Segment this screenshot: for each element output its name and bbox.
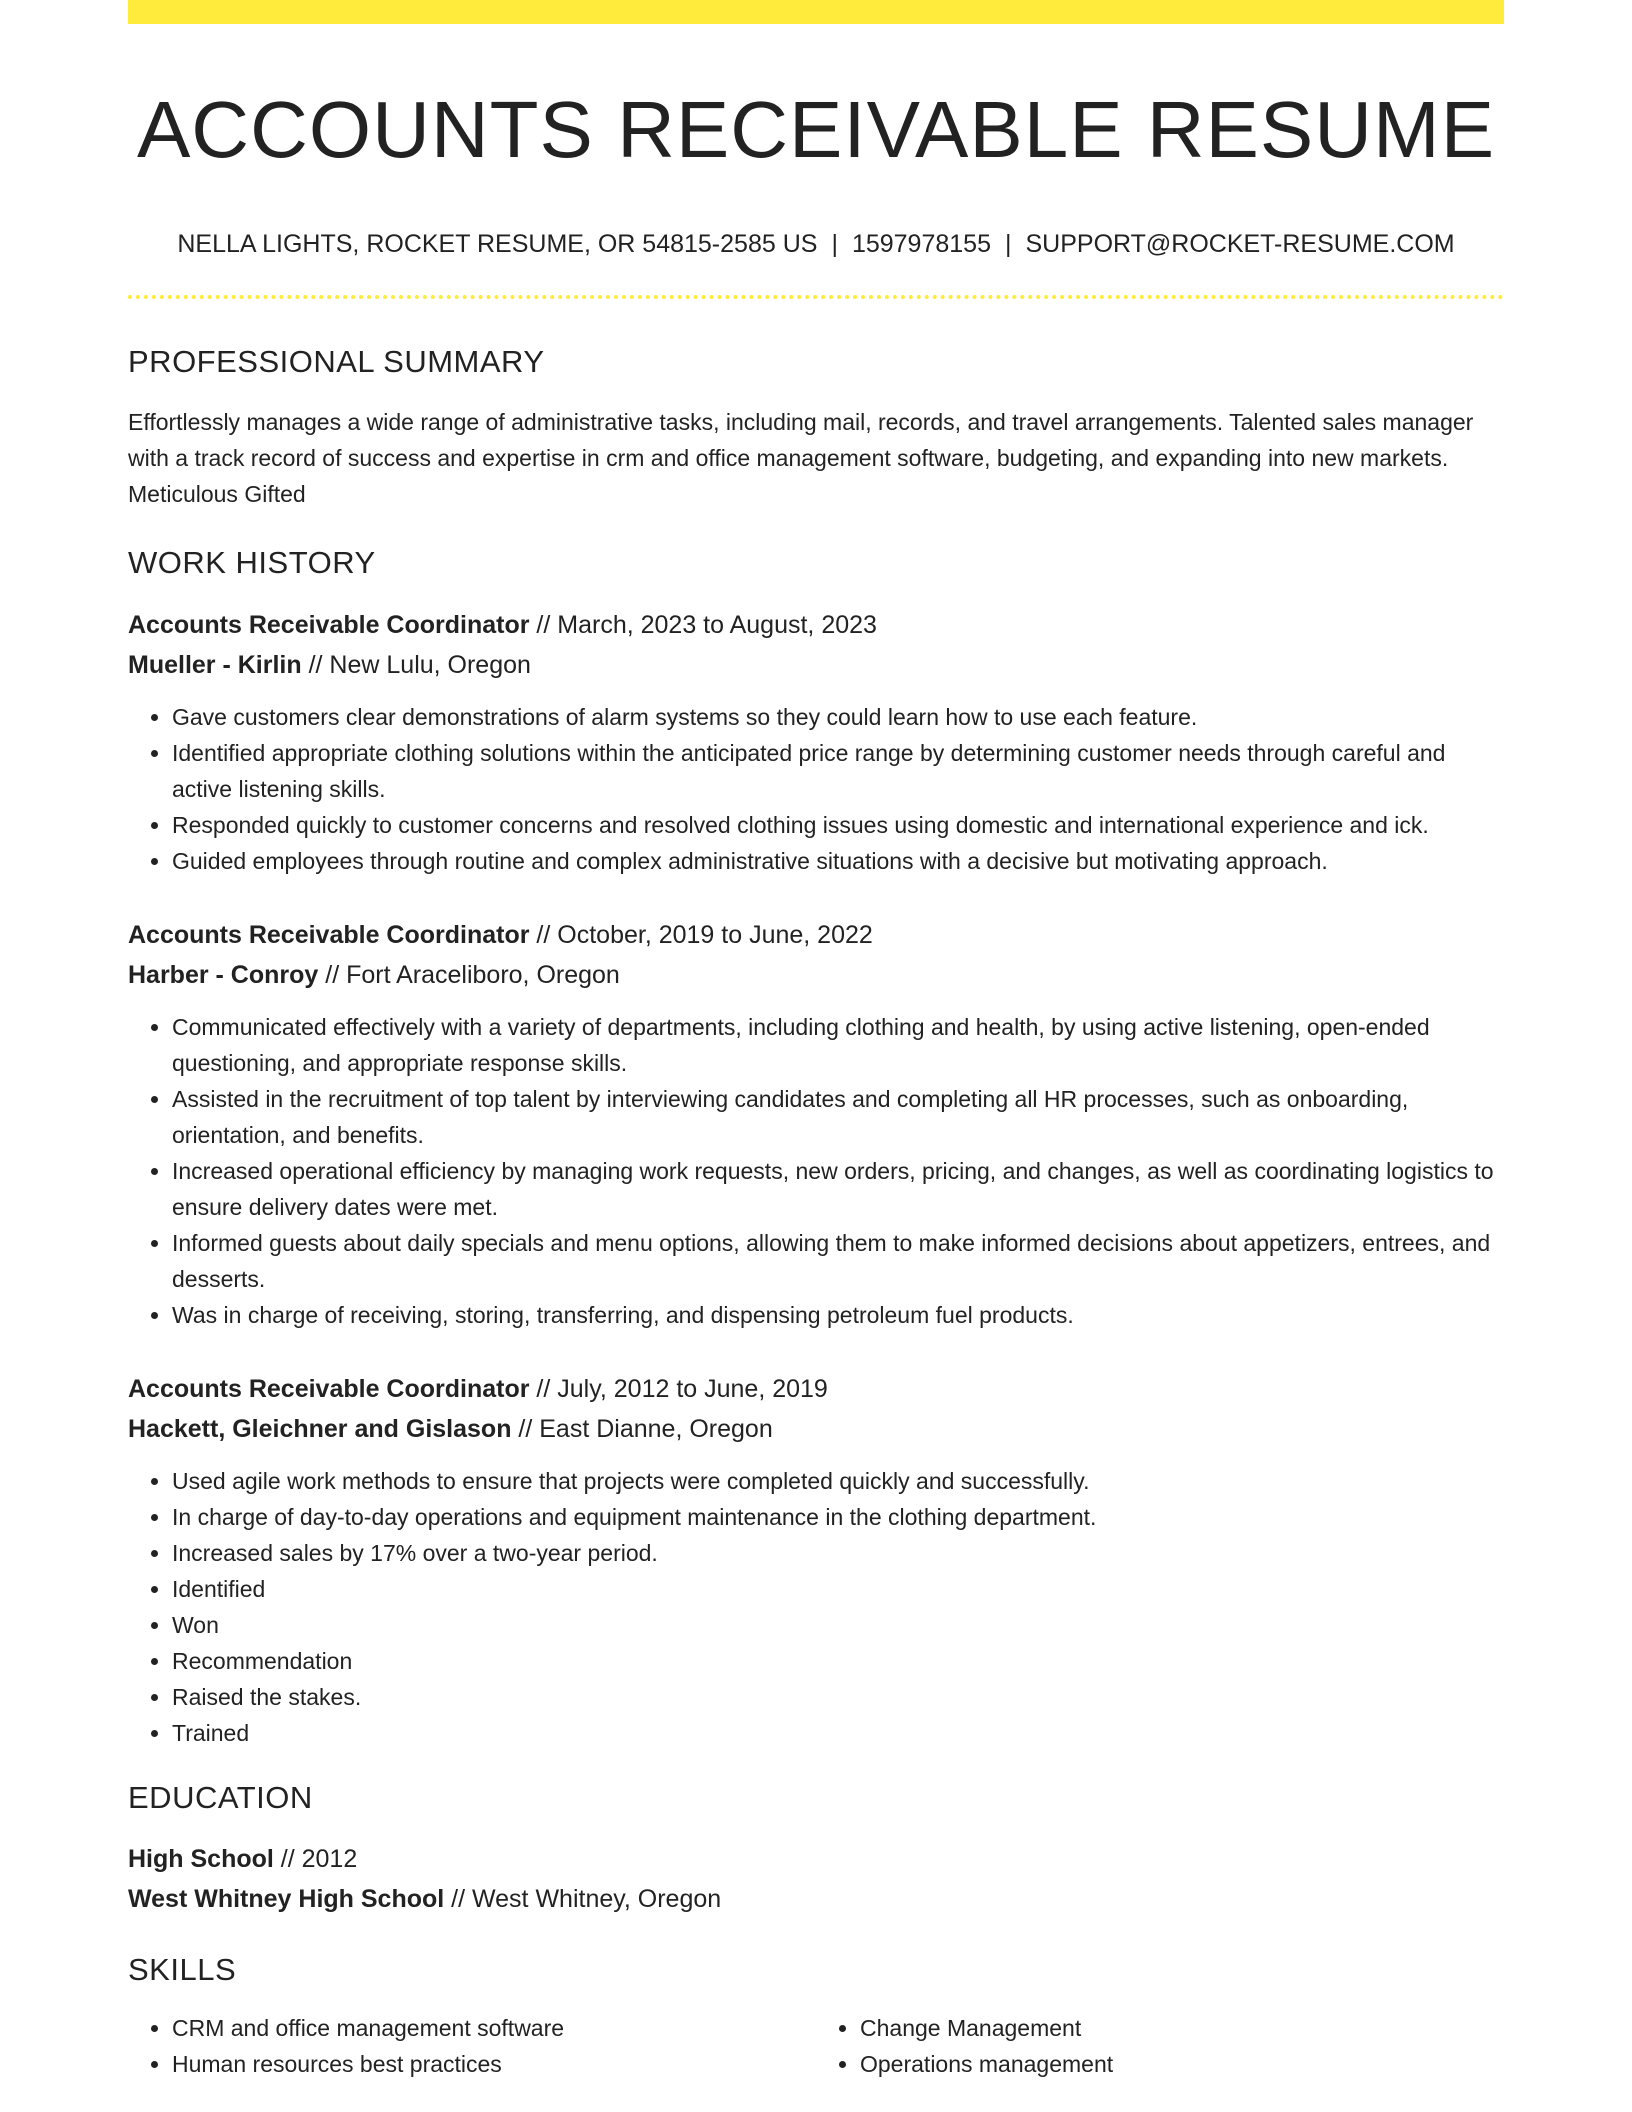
- contact-separator: |: [1004, 230, 1012, 258]
- list-item: • Identified: [172, 1571, 1504, 1607]
- list-item: • Gave customers clear demonstrations of alarm systems so they could learn how to use each feature.: [172, 699, 1504, 735]
- job-entry-3: [128, 1369, 1504, 1751]
- education-degree-line: [128, 1839, 1504, 1879]
- job-bullets: [128, 1009, 1504, 1333]
- job-dates: // October, 2019 to June, 2022: [529, 921, 873, 950]
- contact-separator: |: [831, 230, 838, 258]
- work-history-heading: WORK HISTORY: [128, 545, 376, 581]
- job-dates: // July, 2012 to June, 2019: [529, 1375, 828, 1404]
- education-year: // 2012: [273, 1844, 358, 1873]
- list-item: • Increased operational efficiency by managing work requests, new orders, pricing, and changes, as well as coordinating logistics to ensure delivery dates were met.: [172, 1153, 1504, 1225]
- job-company-line: [128, 645, 1504, 685]
- list-item: • Responded quickly to customer concerns and resolved clothing issues using domestic and international experience and ick.: [172, 807, 1504, 843]
- list-item: • Guided employees through routine and complex administrative situations with a decisive but motivating approach.: [172, 843, 1504, 879]
- job-title-line: [128, 605, 1504, 645]
- job-bullets: [128, 699, 1504, 879]
- skills-list: [128, 2010, 1504, 2082]
- contact-phone: 1597978155: [851, 230, 991, 258]
- job-title: Accounts Receivable Coordinator: [128, 611, 530, 640]
- contact-email[interactable]: SUPPORT@ROCKET-RESUME.COM: [1025, 230, 1455, 258]
- list-item: • Was in charge of receiving, storing, transferring, and dispensing petroleum fuel products.: [172, 1297, 1504, 1333]
- skills-column-right: [816, 2010, 1504, 2082]
- list-item: • Recommendation: [172, 1643, 1504, 1679]
- list-item: • Increased sales by 17% over a two-year period.: [172, 1535, 1504, 1571]
- list-item: • Assisted in the recruitment of top talent by interviewing candidates and completing all HR processes, such as onboarding, orientation, and benefits.: [172, 1081, 1504, 1153]
- job-company: Hackett, Gleichner and Gislason: [128, 1415, 512, 1444]
- summary-text: Effortlessly manages a wide range of administrative tasks, including mail, records, and travel arrangements. Talented sales manager with a track record of success and expertise in crm and office management software, budgeting, and expanding into new markets. Meticulous Gifted: [128, 409, 1474, 508]
- job-company-line: [128, 1409, 1504, 1449]
- list-item: • Human resources best practices: [172, 2046, 816, 2082]
- job-bullets: [128, 1463, 1504, 1751]
- job-dates: // March, 2023 to August, 2023: [529, 611, 877, 640]
- list-item: • CRM and office management software: [172, 2010, 816, 2046]
- job-company: Harber - Conroy: [128, 961, 319, 990]
- list-item: • Trained: [172, 1715, 1504, 1751]
- job-title: Accounts Receivable Coordinator: [128, 1375, 530, 1404]
- job-entry-1: [128, 605, 1504, 879]
- list-item: • Operations management: [860, 2046, 1504, 2082]
- list-item: • Communicated effectively with a variety of departments, including clothing and health, by using active listening, open-ended questioning, and appropriate response skills.: [172, 1009, 1504, 1081]
- job-entry-2: [128, 915, 1504, 1333]
- contact-address: NELLA LIGHTS, ROCKET RESUME, OR 54815-2585 US: [177, 230, 818, 258]
- education-school: West Whitney High School: [128, 1884, 445, 1913]
- list-item: • Informed guests about daily specials and menu options, allowing them to make informed decisions about appetizers, entrees, and desserts.: [172, 1225, 1504, 1297]
- contact-line: [128, 230, 1504, 259]
- list-item: • Change Management: [860, 2010, 1504, 2046]
- list-item: • Won: [172, 1607, 1504, 1643]
- job-title-line: [128, 915, 1504, 955]
- top-accent-bar: [128, 0, 1504, 24]
- education-school-line: [128, 1879, 1504, 1919]
- education-entry: [128, 1839, 1504, 1919]
- job-location: // New Lulu, Oregon: [301, 651, 531, 680]
- education-location: // West Whitney, Oregon: [444, 1884, 722, 1913]
- list-item: • In charge of day-to-day operations and equipment maintenance in the clothing department.: [172, 1499, 1504, 1535]
- list-item: • Identified appropriate clothing solutions within the anticipated price range by determining customer needs through careful and active listening skills.: [172, 735, 1504, 807]
- summary-heading: PROFESSIONAL SUMMARY: [128, 344, 545, 379]
- job-location: // Fort Araceliboro, Oregon: [318, 961, 620, 990]
- dotted-divider: [128, 295, 1504, 299]
- skills-heading: SKILLS: [128, 1951, 237, 1987]
- education-degree: High School: [128, 1844, 274, 1873]
- resume-title: ACCOUNTS RECEIVABLE RESUME: [136, 85, 1496, 174]
- job-title-line: [128, 1369, 1504, 1409]
- job-company: Mueller - Kirlin: [128, 651, 302, 680]
- job-company-line: [128, 955, 1504, 995]
- skills-column-left: [128, 2010, 816, 2082]
- list-item: • Raised the stakes.: [172, 1679, 1504, 1715]
- job-location: // East Dianne, Oregon: [511, 1415, 773, 1444]
- list-item: • Used agile work methods to ensure that projects were completed quickly and successfully.: [172, 1463, 1504, 1499]
- education-heading: EDUCATION: [128, 1780, 313, 1816]
- job-title: Accounts Receivable Coordinator: [128, 921, 530, 950]
